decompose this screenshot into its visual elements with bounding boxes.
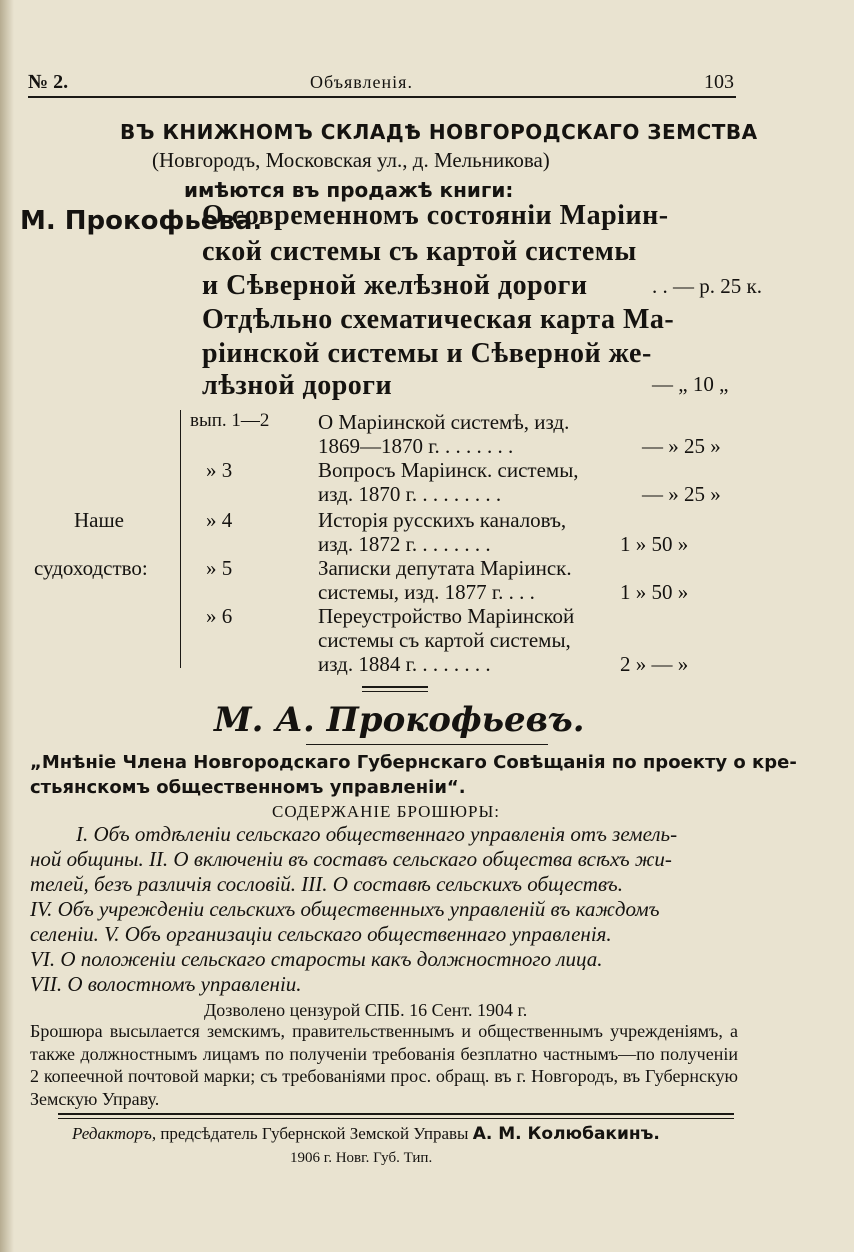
series-label: Наше xyxy=(74,508,124,532)
editor-name: А. М. Колюбакинъ. xyxy=(472,1124,660,1144)
book-price: . . — р. 25 к. xyxy=(652,274,762,298)
page-number: 103 xyxy=(704,71,734,93)
contents-line: I. Объ отдѣленіи сельскаго общественнаго управленія отъ земель- xyxy=(76,822,678,846)
series-price: — » 25 » xyxy=(642,434,721,458)
series-title: О Маріинской системѣ, изд. xyxy=(318,410,570,434)
editor-position: предсѣдатель Губернской Земской Управы xyxy=(160,1124,469,1143)
issue-label: » 6 xyxy=(206,604,233,628)
series-title: Переустройство Маріинской xyxy=(318,604,575,628)
contents-heading: СОДЕРЖАНІЕ БРОШЮРЫ: xyxy=(272,802,501,821)
censorship-note: Дозволено цензурой СПБ. 16 Сент. 1904 г. xyxy=(204,1000,528,1020)
contents-line: ной общины. II. О включеніи въ составъ сельскаго общества всѣхъ жи- xyxy=(30,847,672,871)
author-signature: М. А. Прокофьевъ. xyxy=(214,700,585,740)
issue-label: » 5 xyxy=(206,556,233,580)
separator-rule xyxy=(362,686,428,688)
contents-line: IV. Объ учрежденіи сельскихъ общественныхъ управленій въ каждомъ xyxy=(30,897,660,921)
book-line: О современномъ состояніи Маріин- xyxy=(202,200,669,231)
book-price: — „ 10 „ xyxy=(652,372,729,396)
series-title: Записки депутата Маріинск. xyxy=(318,556,572,580)
issue-label: вып. 1—2 xyxy=(190,410,270,431)
contents-line: VII. О волостномъ управленіи. xyxy=(30,972,302,996)
series-title: 1869—1870 г. . . . . . . . xyxy=(318,434,514,458)
brochure-title: стьянскомъ общественномъ управленіи“. xyxy=(30,777,466,798)
editor-role: Редакторъ, xyxy=(72,1124,157,1143)
series-title: Вопросъ Маріинск. системы, xyxy=(318,458,579,482)
mailing-note: Брошюра высылается земскимъ, правительственнымъ и общественнымъ учрежденіямъ, а также должностнымъ лицамъ по полученіи требованія безплатно частнымъ—по полученіи 2 копеечной почтовой марки; съ требованіями прос. обращ. въ г. Новгородъ, въ Губернскую Земскую Управу. xyxy=(30,1021,738,1109)
contents-line: селеніи. V. Объ организаціи сельскаго общественнаго управленія. xyxy=(30,922,612,946)
series-label: судоходство: xyxy=(34,556,148,580)
issue-label: » 4 xyxy=(206,508,233,532)
editor-line xyxy=(72,1124,660,1144)
section-title: Объявленія. xyxy=(310,72,413,92)
book-line: ріинской системы и Сѣверной же- xyxy=(202,338,652,369)
title-rule xyxy=(306,744,548,745)
book-line: и Сѣверной желѣзной дороги xyxy=(202,270,588,301)
series-price: 2 » — » xyxy=(620,652,689,676)
contents-line: телей, безъ различія сословій. III. О составѣ сельскихъ обществъ. xyxy=(30,872,623,896)
series-title: системы съ картой системы, xyxy=(318,628,571,652)
author-name: М. Прокофьева. xyxy=(20,206,263,236)
printer-imprint: 1906 г. Новг. Губ. Тип. xyxy=(290,1150,433,1166)
separator-rule xyxy=(362,691,428,692)
series-brace xyxy=(180,410,181,668)
issue-number: № 2. xyxy=(28,71,69,93)
series-title: Исторія русскихъ каналовъ, xyxy=(318,508,567,532)
footer-rule xyxy=(58,1113,734,1115)
series-title: системы, изд. 1877 г. . . . xyxy=(318,580,535,604)
page-edge-shadow xyxy=(0,0,14,1252)
book-line: Отдѣльно схематическая карта Ма- xyxy=(202,304,675,335)
book-line: ской системы съ картой системы xyxy=(202,236,637,267)
series-price: 1 » 50 » xyxy=(620,532,689,556)
ad-heading: ВЪ КНИЖНОМЪ СКЛАДѢ НОВГОРОДСКАГО ЗЕМСТВА xyxy=(120,120,758,144)
series-price: — » 25 » xyxy=(642,482,721,506)
issue-label: » 3 xyxy=(206,458,233,482)
book-line: лѣзной дороги xyxy=(202,370,393,401)
brochure-title: „Мнѣніе Члена Новгородскаго Губернскаго Совѣщанія по проекту о кре- xyxy=(30,752,797,773)
series-title: изд. 1872 г. . . . . . . . xyxy=(318,532,491,556)
series-title: изд. 1870 г. . . . . . . . . xyxy=(318,482,502,506)
series-price: 1 » 50 » xyxy=(620,580,689,604)
ad-subheading: имѣются въ продажѣ книги: xyxy=(184,178,514,202)
ad-address: (Новгородъ, Московская ул., д. Мельникова) xyxy=(152,148,550,172)
series-title: изд. 1884 г. . . . . . . . xyxy=(318,652,491,676)
footer-rule xyxy=(58,1118,734,1119)
header-rule xyxy=(28,96,736,98)
contents-line: VI. О положеніи сельскаго старосты какъ должностного лица. xyxy=(30,947,603,971)
